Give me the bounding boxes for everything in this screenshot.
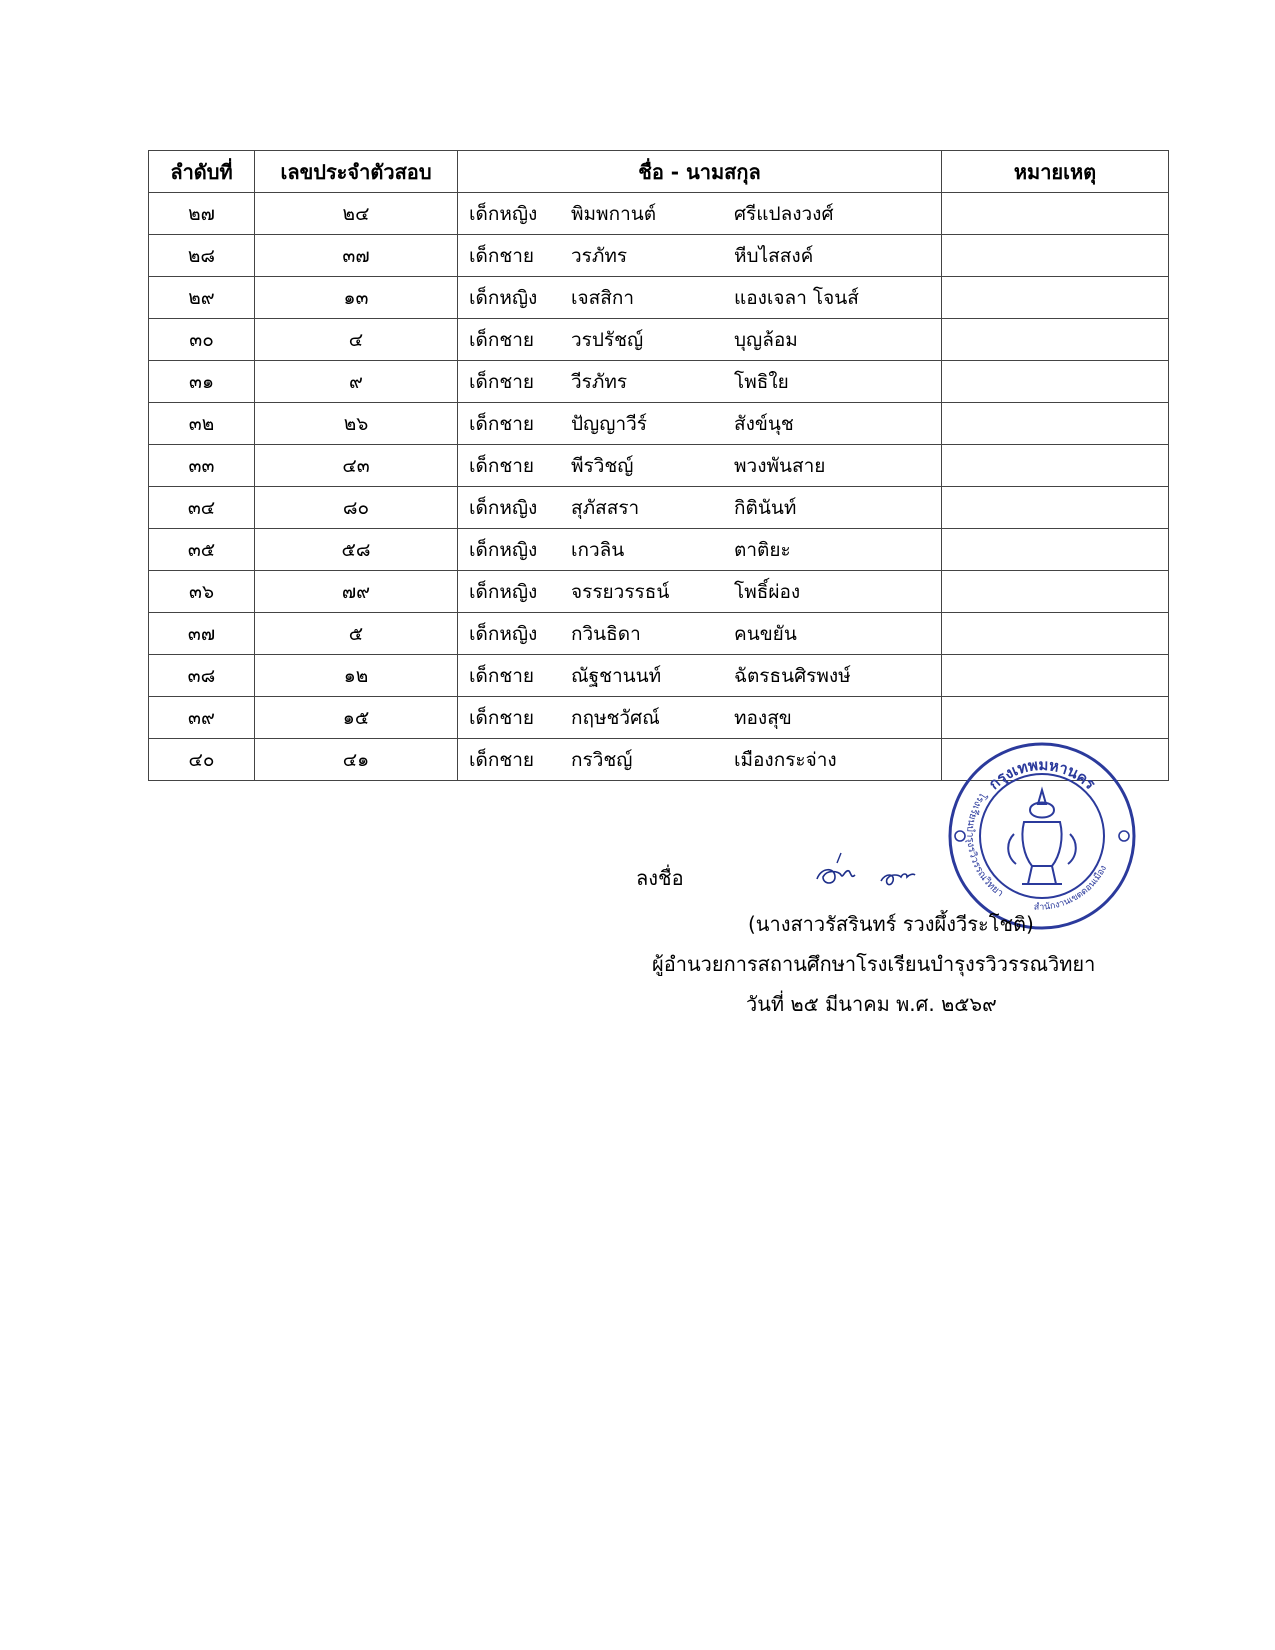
- cell-full-name: [458, 361, 942, 403]
- cell-order: ๒๗: [149, 193, 255, 235]
- table-row: [149, 529, 1169, 571]
- name-prefix: เด็กหญิง: [469, 580, 538, 603]
- cell-order: ๓๙: [149, 697, 255, 739]
- name-prefix: เด็กชาย: [469, 706, 535, 729]
- signatory-title: ผู้อำนวยการสถานศึกษาโรงเรียนบำรุงรวิวรรณวิทยา: [652, 952, 1096, 976]
- first-name: วรภัทร: [571, 244, 628, 267]
- cell-remark: [942, 613, 1169, 655]
- cell-order: ๓๘: [149, 655, 255, 697]
- name-prefix: เด็กชาย: [469, 412, 535, 435]
- name-prefix: เด็กหญิง: [469, 202, 538, 225]
- table-row: [149, 277, 1169, 319]
- table-row: [149, 319, 1169, 361]
- cell-remark: [942, 403, 1169, 445]
- last-name: กิตินันท์: [734, 496, 797, 519]
- cell-exam-id: ๒๔: [255, 193, 458, 235]
- header-exam-id: เลขประจำตัวสอบ: [255, 151, 458, 193]
- first-name: ปัญญาวีร์: [571, 412, 647, 435]
- first-name: สุภัสสรา: [571, 496, 640, 519]
- name-prefix: เด็กชาย: [469, 328, 535, 351]
- school-seal-stamp: [944, 738, 1140, 934]
- cell-remark: [942, 235, 1169, 277]
- signatory-name: (นางสาวรัสรินทร์ รวงผึ้งวีระโชติ): [748, 912, 1034, 936]
- signature-date: วันที่ ๒๕ มีนาคม พ.ศ. ๒๕๖๙: [746, 992, 997, 1016]
- handwritten-signature: [815, 845, 945, 895]
- cell-exam-id: ๔๑: [255, 739, 458, 781]
- table-row: [149, 361, 1169, 403]
- seal-emblem-icon: [1008, 790, 1076, 884]
- cell-remark: [942, 361, 1169, 403]
- cell-full-name: [458, 193, 942, 235]
- table-row: [149, 445, 1169, 487]
- cell-remark: [942, 277, 1169, 319]
- cell-order: ๓๖: [149, 571, 255, 613]
- first-name: กวินธิดา: [571, 622, 641, 645]
- header-remark: หมายเหตุ: [942, 151, 1169, 193]
- last-name: ทองสุข: [734, 706, 792, 729]
- cell-remark: [942, 529, 1169, 571]
- cell-remark: [942, 697, 1169, 739]
- name-prefix: เด็กหญิง: [469, 538, 538, 561]
- last-name: ตาติยะ: [734, 538, 791, 561]
- cell-exam-id: ๗๙: [255, 571, 458, 613]
- cell-exam-id: ๕๘: [255, 529, 458, 571]
- table-body: [149, 193, 1169, 781]
- last-name: ศรีแปลงวงศ์: [734, 202, 834, 225]
- name-prefix: เด็กชาย: [469, 664, 535, 687]
- first-name: วีรภัทร: [571, 370, 628, 393]
- cell-order: ๓๒: [149, 403, 255, 445]
- cell-remark: [942, 193, 1169, 235]
- name-prefix: เด็กชาย: [469, 370, 535, 393]
- name-prefix: เด็กหญิง: [469, 496, 538, 519]
- cell-exam-id: ๙: [255, 361, 458, 403]
- cell-remark: [942, 571, 1169, 613]
- last-name: โพธิ์ผ่อง: [734, 580, 801, 603]
- signature-label: ลงชื่อ: [636, 866, 684, 890]
- first-name: พิมพกานต์: [571, 202, 657, 225]
- cell-order: ๓๓: [149, 445, 255, 487]
- name-prefix: เด็กหญิง: [469, 622, 538, 645]
- last-name: ฉัตรธนศิรพงษ์: [734, 664, 851, 687]
- seal-top-text: กรุงเทพมหานคร: [984, 755, 1100, 794]
- first-name: เกวลิน: [571, 538, 625, 561]
- first-name: กฤษชวัศณ์: [571, 706, 660, 729]
- cell-full-name: [458, 571, 942, 613]
- cell-exam-id: ๑๓: [255, 277, 458, 319]
- cell-exam-id: ๕: [255, 613, 458, 655]
- last-name: สังข์นุช: [734, 412, 794, 435]
- header-order: ลำดับที่: [149, 151, 255, 193]
- cell-exam-id: ๔๓: [255, 445, 458, 487]
- first-name: จรรยวรรธน์: [571, 580, 670, 603]
- cell-full-name: [458, 739, 942, 781]
- cell-order: ๓๕: [149, 529, 255, 571]
- cell-exam-id: ๑๕: [255, 697, 458, 739]
- cell-full-name: [458, 613, 942, 655]
- student-roster-table: [148, 150, 1169, 781]
- cell-full-name: [458, 529, 942, 571]
- cell-exam-id: ๘๐: [255, 487, 458, 529]
- cell-remark: [942, 319, 1169, 361]
- cell-remark: [942, 655, 1169, 697]
- last-name: หีบไสสงค์: [734, 244, 814, 267]
- cell-order: ๒๙: [149, 277, 255, 319]
- table-row: [149, 487, 1169, 529]
- first-name: เจสสิกา: [571, 286, 634, 309]
- cell-full-name: [458, 319, 942, 361]
- cell-full-name: [458, 697, 942, 739]
- first-name: ณัฐชานนท์: [571, 664, 662, 687]
- last-name: บุญล้อม: [734, 328, 798, 351]
- cell-exam-id: ๒๖: [255, 403, 458, 445]
- table-row: [149, 697, 1169, 739]
- cell-remark: [942, 487, 1169, 529]
- cell-order: ๓๐: [149, 319, 255, 361]
- cell-order: ๓๔: [149, 487, 255, 529]
- cell-order: ๔๐: [149, 739, 255, 781]
- cell-order: ๓๗: [149, 613, 255, 655]
- cell-order: ๒๘: [149, 235, 255, 277]
- last-name: แองเจลา โจนส์: [734, 286, 859, 309]
- cell-full-name: [458, 403, 942, 445]
- header-name: ชื่อ - นามสกุล: [458, 151, 942, 193]
- name-prefix: เด็กชาย: [469, 748, 535, 771]
- cell-full-name: [458, 487, 942, 529]
- table-row: [149, 403, 1169, 445]
- seal-left-text: โรงเรียนบำรุงรวิวรรณวิทยา: [964, 789, 1006, 900]
- cell-remark: [942, 445, 1169, 487]
- first-name: กรวิชญ์: [571, 748, 633, 771]
- cell-full-name: [458, 445, 942, 487]
- table-row: [149, 613, 1169, 655]
- first-name: พีรวิชญ์: [571, 454, 634, 477]
- table-row: [149, 235, 1169, 277]
- last-name: คนขยัน: [734, 622, 797, 645]
- table-row: [149, 655, 1169, 697]
- cell-order: ๓๑: [149, 361, 255, 403]
- last-name: โพธิใย: [734, 370, 789, 393]
- seal-right-text: สำนักงานเขตดอนเมือง: [1033, 864, 1110, 913]
- table-header-row: [149, 151, 1169, 193]
- cell-exam-id: ๔: [255, 319, 458, 361]
- table-row: [149, 571, 1169, 613]
- cell-exam-id: ๓๗: [255, 235, 458, 277]
- name-prefix: เด็กชาย: [469, 244, 535, 267]
- name-prefix: เด็กชาย: [469, 454, 535, 477]
- table-row: [149, 193, 1169, 235]
- last-name: เมืองกระจ่าง: [734, 748, 837, 771]
- last-name: พวงพันสาย: [734, 454, 826, 477]
- cell-full-name: [458, 277, 942, 319]
- cell-full-name: [458, 655, 942, 697]
- name-prefix: เด็กหญิง: [469, 286, 538, 309]
- cell-full-name: [458, 235, 942, 277]
- first-name: วรปรัชญ์: [571, 328, 644, 351]
- cell-exam-id: ๑๒: [255, 655, 458, 697]
